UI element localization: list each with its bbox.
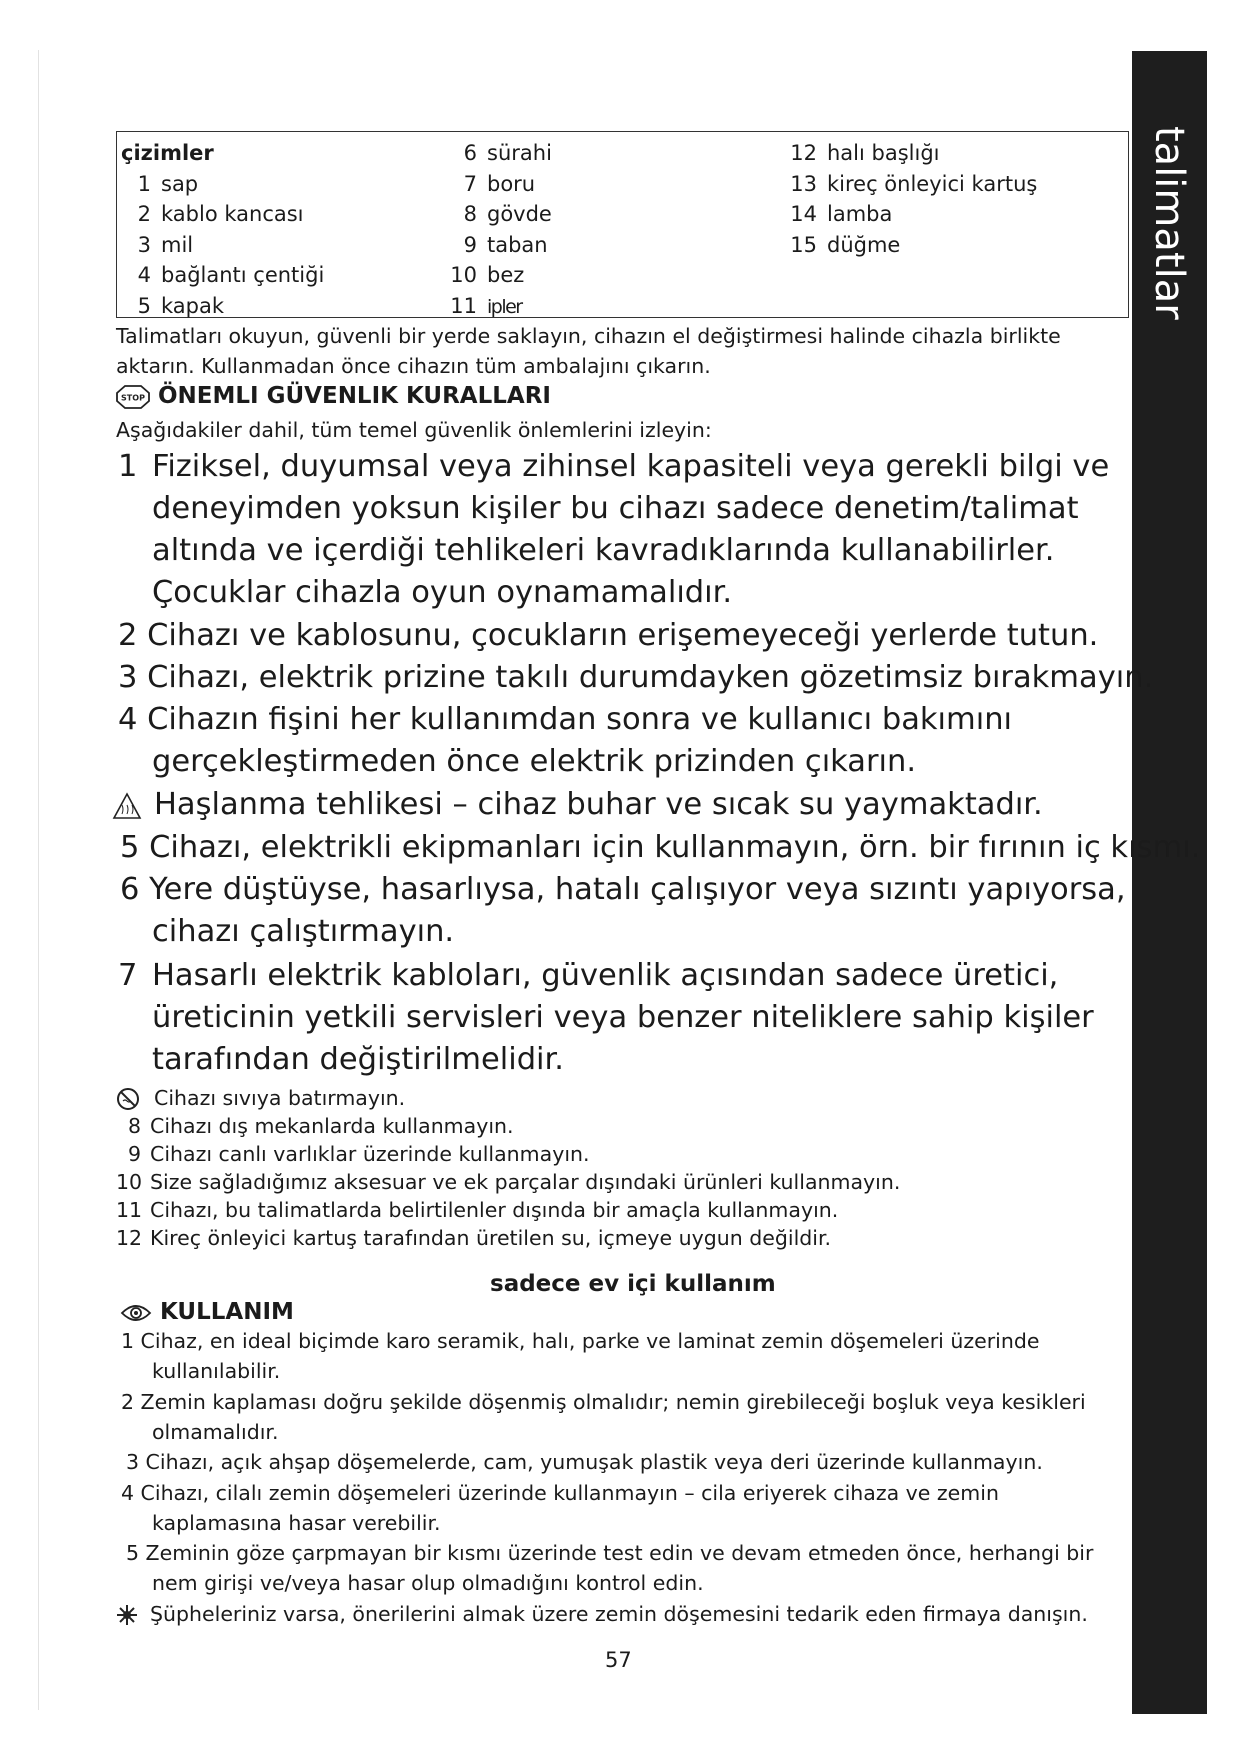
usage-item: 3 Cihazı, açık ahşap döşemelerde, cam, yumuşak plastik veya deri üzerinde kullanmayın.: [126, 1450, 1043, 1474]
no-immerse-rule: Cihazı sıvıya batırmayın.: [116, 1084, 405, 1112]
part-item: 3 mil: [137, 232, 194, 257]
safety-rule-continuation: altında ve içerdiği tehlikeleri kavradıklarında kullanabilirler.: [152, 533, 1055, 568]
safety-rule: 2 Cihazı ve kablosunu, çocukların erişemeyeceği yerlerde tutun.: [118, 618, 1099, 653]
usage-item-continuation: kullanılabilir.: [152, 1359, 281, 1383]
side-tab-label: talimatlar: [1146, 126, 1192, 320]
safety-rule-continuation: üreticinin yetkili servisleri veya benzer niteliklere sahip kişiler: [152, 1000, 1094, 1035]
safety-rule-small: 8 Cihazı dış mekanlarda kullanmayın.: [128, 1114, 514, 1138]
page-number: 57: [605, 1648, 632, 1672]
part-item: 12 halı başlığı: [790, 141, 940, 165]
usage-item: 2 Zemin kaplaması doğru şekilde döşenmiş olmalıdır; nemin girebileceği boşluk veya kesikleri: [121, 1390, 1086, 1414]
safety-rule-continuation: gerçekleştirmeden önce elektrik prizinden çıkarın.: [152, 744, 917, 779]
safety-rule-small: 11 Cihazı, bu talimatlarda belirtilenler dışında bir amaçla kullanmayın.: [116, 1198, 839, 1222]
safety-rule: 1 Fiziksel, duyumsal veya zihinsel kapasiteli veya gerekli bilgi ve: [118, 449, 1110, 484]
safety-rule: 5 Cihazı, elektrikli ekipmanları için kullanmayın, örn. bir fırının iç kısmı.: [120, 830, 1201, 865]
usage-item: 4 Cihazı, cilalı zemin döşemeleri üzerinde kullanmayın – cila eriyerek cihaza ve zemin: [121, 1481, 999, 1505]
usage-tip: Şüpheleriniz varsa, önerilerini almak üzere zemin döşemesini tedarik eden firmaya danışın.: [116, 1600, 1088, 1628]
warning-triangle-icon: [112, 784, 154, 826]
page-margin-rule: [38, 50, 39, 1710]
part-item: 5 kapak: [137, 293, 225, 318]
safety-subheading: Aşağıdakiler dahil, tüm temel güvenlik önlemlerini izleyin:: [116, 418, 712, 442]
part-item: 2 kablo kancası: [137, 202, 304, 226]
usage-item: 5 Zeminin göze çarpmayan bir kısmı üzerinde test edin ve devam etmeden önce, herhangi bir: [126, 1541, 1094, 1565]
part-item: 8 gövde: [463, 202, 552, 226]
part-item: 9 taban: [463, 232, 548, 257]
part-item: 13 kireç önleyici kartuş: [790, 171, 1038, 196]
safety-rule-continuation: cihazı çalıştırmayın.: [152, 914, 455, 949]
parts-column-2: [437, 138, 552, 321]
no-immerse-icon: [116, 1084, 154, 1112]
part-item: 7 boru: [463, 171, 536, 196]
parts-title: çizimler: [121, 141, 214, 165]
safety-rule-small: 10 Size sağladığımız aksesuar ve ek parçalar dışındaki ürünleri kullanmayın.: [116, 1170, 901, 1194]
safety-rule-small: 9 Cihazı canlı varlıklar üzerinde kullanmayın.: [128, 1142, 590, 1166]
tip-star-icon: [116, 1600, 150, 1628]
part-item: 10 bez: [450, 263, 525, 287]
safety-rule: 4 Cihazın fişini her kullanımdan sonra ve kullanıcı bakımını: [118, 702, 1013, 737]
household-use-label: sadece ev içi kullanım: [490, 1271, 776, 1297]
part-item: 4 bağlantı çentiği: [137, 263, 325, 287]
safety-rule-continuation: tarafından değiştirilmelidir.: [152, 1042, 564, 1077]
part-item: 14 lamba: [790, 202, 893, 226]
usage-item-continuation: kaplamasına hasar verebilir.: [152, 1511, 441, 1535]
part-item: 1 sap: [137, 171, 199, 196]
safety-rule-small: 12 Kireç önleyici kartuş tarafından üretilen su, içmeye uygun değildir.: [116, 1226, 832, 1250]
safety-heading: STOP ÖNEMLI GÜVENLIK KURALLARI: [116, 381, 551, 412]
svg-text:STOP: STOP: [121, 393, 145, 403]
parts-list-box: [116, 131, 1129, 318]
intro-text: Talimatları okuyun, güvenli bir yerde saklayın, cihazın el değiştirmesi halinde cihazla birlikte aktarın. Kullanmadan önce cihazın tüm ambalajını çıkarın.: [116, 324, 1061, 378]
part-item: 15 düğme: [790, 232, 901, 257]
safety-rule-continuation: deneyimden yoksun kişiler bu cihazı sadece denetim/talimat: [152, 491, 1079, 526]
usage-item-continuation: nem girişi ve/veya hasar olup olmadığını kontrol edin.: [152, 1571, 704, 1595]
part-item: 6 sürahi: [463, 141, 552, 165]
part-item: 11 ipler: [450, 293, 522, 318]
eye-icon: [120, 1298, 152, 1328]
stop-icon: [116, 382, 150, 412]
usage-item-continuation: olmamalıdır.: [152, 1420, 279, 1444]
parts-column-3: [787, 138, 1037, 260]
usage-item: 1 Cihaz, en ideal biçimde karo seramik, halı, parke ve laminat zemin döşemeleri üzerinde: [121, 1329, 1040, 1353]
safety-rule: 6 Yere düştüyse, hasarlıysa, hatalı çalışıyor veya sızıntı yapıyorsa,: [120, 872, 1126, 907]
scald-warning: Haşlanma tehlikesi – cihaz buhar ve sıcak su yaymaktadır.: [112, 784, 1043, 826]
parts-column-1: [121, 138, 324, 321]
safety-rule: 7 Hasarlı elektrik kabloları, güvenlik açısından sadece üretici,: [118, 958, 1059, 993]
safety-rule: 3 Cihazı, elektrik prizine takılı durumdayken gözetimsiz bırakmayın.: [118, 660, 1154, 695]
usage-heading: KULLANIM: [120, 1297, 294, 1328]
safety-rule-continuation: Çocuklar cihazla oyun oynamamalıdır.: [152, 575, 733, 610]
